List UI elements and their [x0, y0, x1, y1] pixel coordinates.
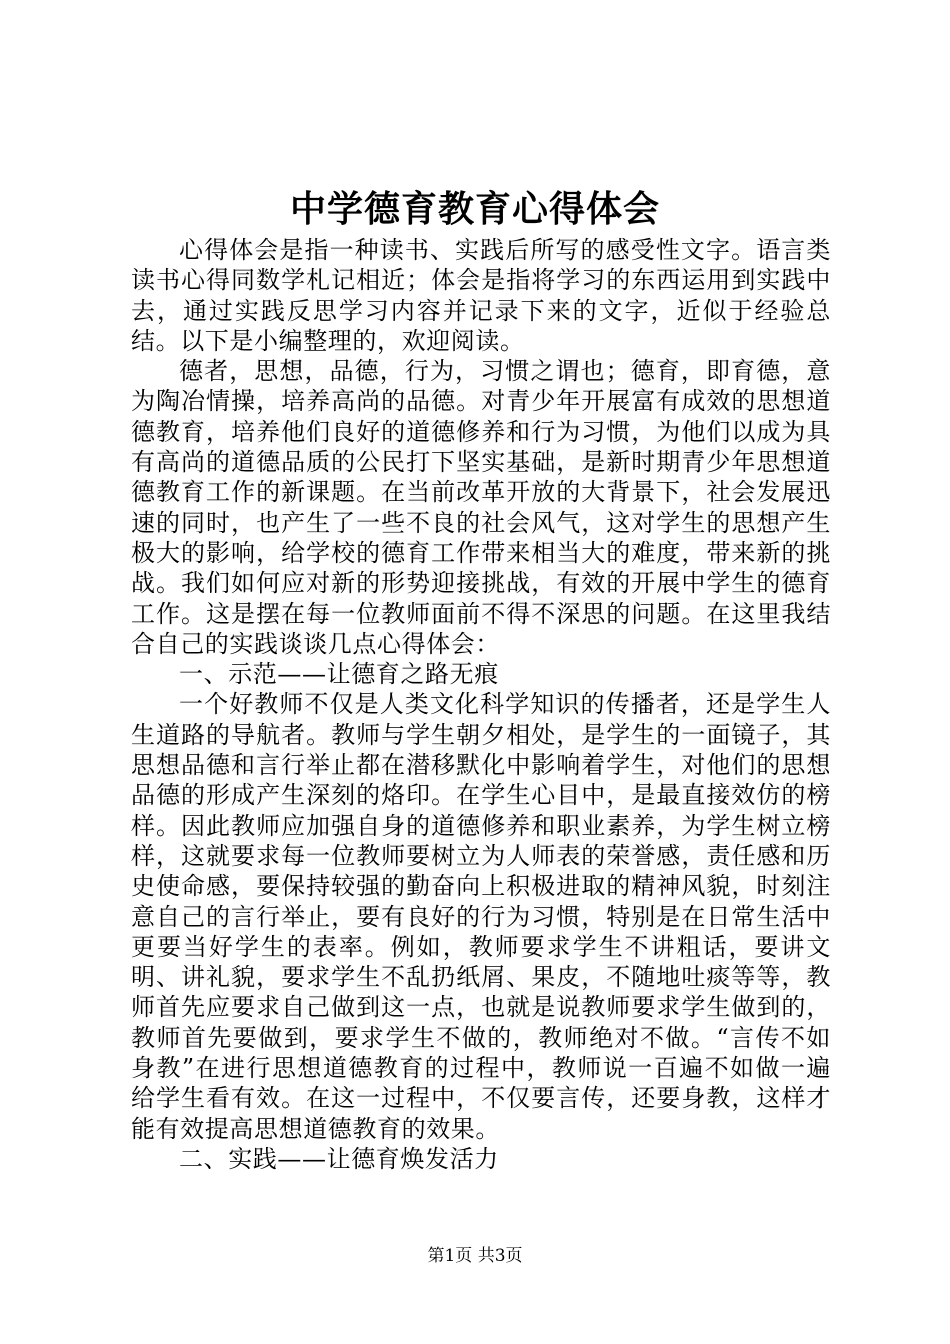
- page-number-footer: 第1页 共3页: [427, 1246, 523, 1266]
- document-title: 中学德育教育心得体会: [289, 188, 660, 230]
- body-paragraph: 一个好教师不仅是人类文化科学知识的传播者，还是学生人生道路的导航者。教师与学生朝夕相处，是学生的一面镜子，其思想品德和言行举止都在潜移默化中影响着学生，对他们的思想品德的形成产生深刻的烙印。在学生心目中，是最直接效仿的榜样。因此教师应加强自身的道德修养和职业素养，为学生树立榜样，这就要求每一位教师要树立为人师表的荣誉感，责任感和历史使命感，要保持较强的勤奋向上积极进取的精神风貌，时刻注意自己的言行举止，要有良好的行为习惯，特别是在日常生活中更要当好学生的表率。例如，教师要求学生不讲粗话，要讲文明、讲礼貌，要求学生不乱扔纸屑、果皮，不随地吐痰等等，教师首先应要求自己做到这一点，也就是说教师要求学生做到的，教师首先要做到，要求学生不做的，教师绝对不做。“言传不如身教”在进行思想道德教育的过程中，教师说一百遍不如做一遍给学生看有效。在这一过程中，不仅要言传，还要身教，这样才能有效提高思想道德教育的效果。: [131, 690, 831, 1143]
- intro-paragraph: 心得体会是指一种读书、实践后所写的感受性文字。语言类读书心得同数学札记相近；体会是指将学习的东西运用到实践中去，通过实践反思学习内容并记录下来的文字，近似于经验总结。以下是小编整理的，欢迎阅读。: [131, 236, 831, 355]
- section-heading: 二、实践——让德育焕发活力: [179, 1144, 499, 1173]
- document-body: [131, 235, 831, 1174]
- section-heading: 一、示范——让德育之路无痕: [179, 660, 499, 689]
- body-paragraph: 德者，思想，品德，行为，习惯之谓也；德育，即育德，意为陶冶情操，培养高尚的品德。对青少年开展富有成效的思想道德教育，培养他们良好的道德修养和行为习惯，为他们以成为具有高尚的道德品质的公民打下坚实基础，是新时期青少年思想道德教育工作的新课题。在当前改革开放的大背景下，社会发展迅速的同时，也产生了一些不良的社会风气，这对学生的思想产生极大的影响，给学校的德育工作带来相当大的难度，带来新的挑战。我们如何应对新的形势迎接挑战，有效的开展中学生的德育工作。这是摆在每一位教师面前不得不深思的问题。在这里我结合自己的实践谈谈几点心得体会：: [131, 357, 831, 658]
